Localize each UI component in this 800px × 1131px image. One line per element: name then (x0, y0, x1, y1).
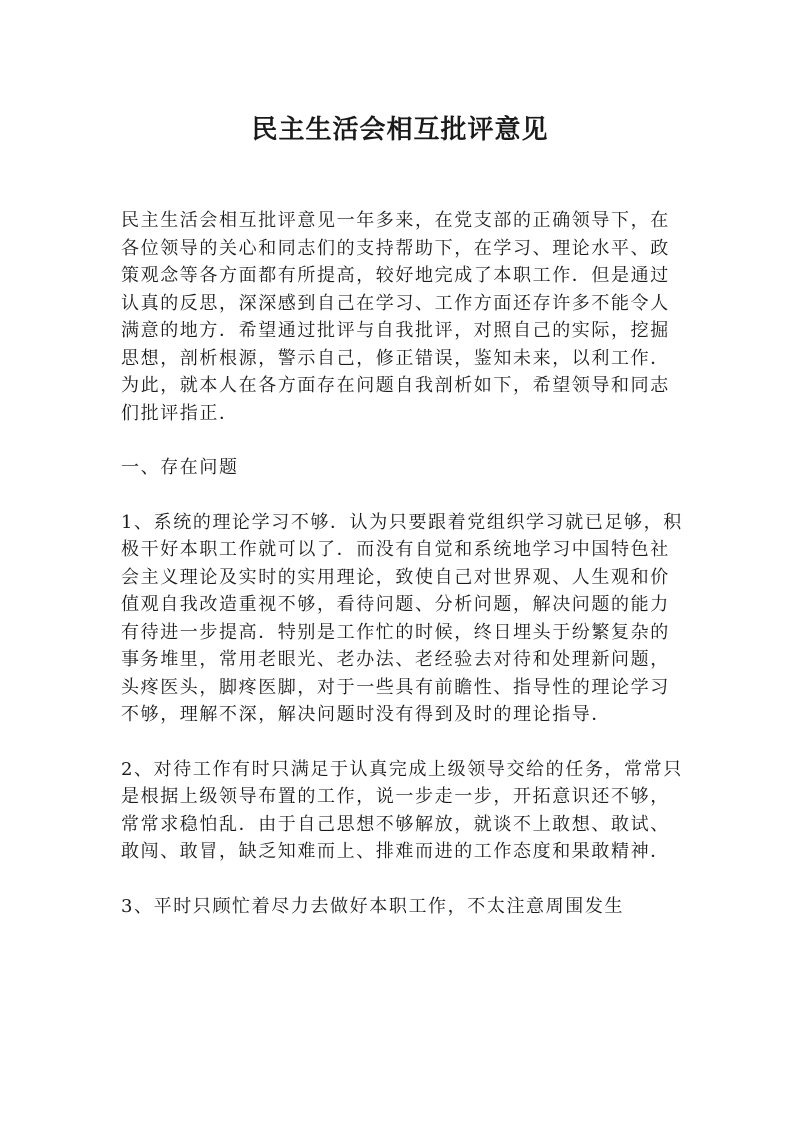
section-heading-problems: 一、存在问题 (121, 457, 239, 478)
paragraph-intro: 民主生活会相互批评意见一年多来，在党支部的正确领导下，在各位领导的关心和同志们的支持帮助下，在学习、理论水平、政策观念等各方面都有所提高，较好地完成了本职工作．但是通过认真的反思，深深感到自己在学习、工作方面还存许多不能令人满意的地方．希望通过批评与自我批评，对照自己的实际，挖掘思想，剖析根源，警示自己，修正错误，鉴知未来，以利工作．为此，就本人在各方面存在问题自我剖析如下，希望领导和同志们批评指正． (121, 210, 670, 424)
paragraph-item-2: 2、对待工作有时只满足于认真完成上级领导交给的任务，常常只是根据上级领导布置的工作，说一步走一步，开拓意识还不够，常常求稳怕乱．由于自己思想不够解放，就谈不上敢想、敢试、敢闯、敢冒，缺乏知难而上、排难而进的工作态度和果敢精神． (121, 758, 683, 862)
document-title: 民主生活会相互批评意见 (251, 115, 549, 145)
paragraph-item-3: 3、平时只顾忙着尽力去做好本职工作，不太注意周围发生 (121, 895, 625, 917)
paragraph-item-1: 1、系统的理论学习不够．认为只要跟着党组织学习就已足够，积极干好本职工作就可以了．而没有自觉和系统地学习中国特色社会主义理论及实时的实用理论，致使自己对世界观、人生观和价值观自我改造重视不够，看待问题、分析问题，解决问题的能力有待进一步提高．特别是工作忙的时候，终日埋头于纷繁复杂的事务堆里，常用老眼光、老办法、老经验去对待和处理新问题，头疼医头，脚疼医脚，对于一些具有前瞻性、指导性的理论学习不够，理解不深，解决问题时没有得到及时的理论指导． (121, 511, 683, 725)
document-body (121, 207, 683, 947)
